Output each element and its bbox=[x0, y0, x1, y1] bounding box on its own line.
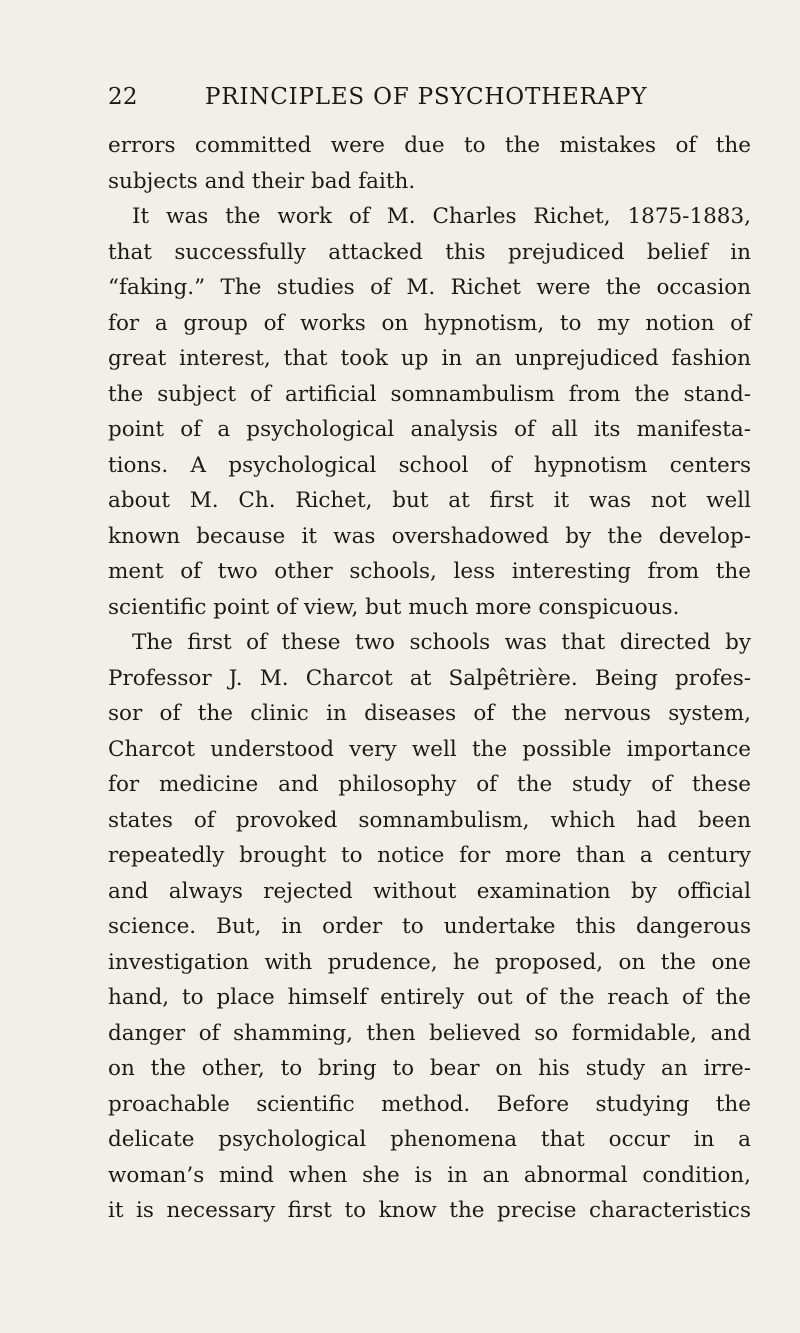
text-line: for medicine and philosophy of the study of these bbox=[108, 772, 751, 797]
text-line: The first of these two schools was that directed by bbox=[132, 630, 751, 655]
text-line: point of a psychological analysis of all its manifesta- bbox=[108, 417, 751, 442]
text-line: danger of shamming, then believed so formidable, and bbox=[108, 1020, 751, 1046]
text-line: subjects and their bad faith. bbox=[108, 168, 416, 194]
body-text bbox=[108, 128, 751, 1229]
text-line: about M. Ch. Richet, but at first it was not well bbox=[108, 488, 751, 513]
text-line: on the other, to bring to bear on his study an irre- bbox=[108, 1056, 751, 1081]
text-line: hand, to place himself entirely out of the reach of the bbox=[108, 985, 751, 1010]
running-title: PRINCIPLES OF PSYCHOTHERAPY bbox=[205, 84, 648, 110]
text-line: that successfully attacked this prejudiced belief in bbox=[108, 239, 751, 265]
text-line: for a group of works on hypnotism, to my notion of bbox=[108, 310, 751, 336]
text-line: known because it was overshadowed by the develop- bbox=[108, 523, 751, 549]
text-line: states of provoked somnambulism, which had been bbox=[108, 807, 751, 833]
text-line: Professor J. M. Charcot at Salpêtrière. Being profes- bbox=[108, 665, 751, 691]
text-line: and always rejected without examination by official bbox=[108, 878, 751, 904]
text-line: it is necessary first to know the precise characteristics bbox=[108, 1198, 751, 1223]
text-line: proachable scientific method. Before studying the bbox=[108, 1091, 751, 1117]
text-line: investigation with prudence, he proposed, on the one bbox=[108, 949, 751, 975]
text-line: delicate psychological phenomena that occur in a bbox=[108, 1127, 751, 1152]
text-line: It was the work of M. Charles Richet, 1875-1883, bbox=[132, 204, 751, 229]
text-line: tions. A psychological school of hypnotism centers bbox=[108, 452, 751, 478]
text-line: errors committed were due to the mistakes of the bbox=[108, 133, 751, 158]
text-line: “faking.” The studies of M. Richet were the occasion bbox=[108, 275, 751, 300]
text-line: great interest, that took up in an unprejudiced fashion bbox=[108, 346, 751, 371]
text-line: sor of the clinic in diseases of the nervous system, bbox=[108, 701, 751, 726]
text-line: woman’s mind when she is in an abnormal condition, bbox=[108, 1162, 751, 1188]
text-line: ment of two other schools, less interesting from the bbox=[108, 559, 751, 584]
text-line: the subject of artificial somnambulism from the stand- bbox=[108, 381, 751, 407]
text-line: Charcot understood very well the possible importance bbox=[108, 736, 751, 762]
text-line: science. But, in order to undertake this dangerous bbox=[108, 914, 751, 939]
text-line: scientific point of view, but much more conspicuous. bbox=[108, 594, 680, 620]
running-head bbox=[108, 84, 751, 120]
text-line: repeatedly brought to notice for more than a century bbox=[108, 843, 751, 868]
page-number: 22 bbox=[108, 84, 138, 110]
